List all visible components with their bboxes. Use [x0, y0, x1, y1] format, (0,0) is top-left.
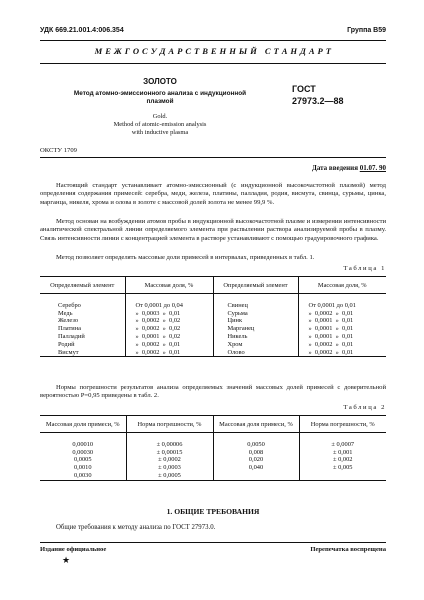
- table2-header-fraction-1: Массовая доля примеси, %: [40, 416, 126, 433]
- table2-cell: 0,0005: [73, 456, 92, 464]
- table1-cell: Серебро: [58, 301, 81, 309]
- gost-label: ГОСТ: [292, 84, 316, 94]
- paragraph-table2-ref: Нормы погрешности результатов анализа определяемых значений массовых долей примесей с доверительной вероятностью P=0,95 приведены в табл. 2.: [40, 384, 386, 400]
- table2-cell: 0,0010: [73, 464, 92, 472]
- table1-cell: » 0,0002 » 0,01: [298, 341, 386, 349]
- table1-header-fraction-1: Массовая доля, %: [125, 277, 213, 294]
- table-row: [40, 456, 386, 464]
- table2-cell: 0,040: [213, 464, 299, 472]
- okstu-rule: [40, 157, 386, 158]
- table2: [40, 415, 386, 481]
- table1-cell: Палладий: [58, 332, 85, 340]
- table-row: [40, 349, 386, 357]
- table2-cell: [299, 472, 386, 480]
- table1-cell: От 0,0001 до 0,01: [298, 302, 386, 310]
- table1-cell: » 0,0002 » 0,02: [125, 325, 213, 333]
- table1-caption: Таблица 1: [343, 265, 386, 272]
- table2-cell: 0,0050: [213, 441, 299, 449]
- table2-cell: ± 0,002: [299, 456, 386, 464]
- table-row: [40, 341, 386, 349]
- okstu-code: ОКСТУ 1709: [40, 147, 77, 154]
- group-code: Группа В59: [347, 27, 386, 34]
- table-row: [40, 325, 386, 333]
- table1-cell: » 0,0001 » 0,02: [125, 333, 213, 341]
- paragraph-principle: Метод основан на возбуждении атомов пробы в индукционной высокочастотной плазме и измерении интенсивности аналитической спектральной линии определяемого элемента при распылении раствора анализируемой пробы в плазму. Связь интенсивности линии с концентрацией элемента в растворе устанавливают с помощью градуировочного графика.: [40, 218, 386, 242]
- date-intro-label: Дата введения: [312, 164, 358, 172]
- table1-cell: » 0,0001 » 0,01: [298, 333, 386, 341]
- table2-cell: ± 0,005: [299, 464, 386, 472]
- table1-header-element-1: Определяемый элемент: [40, 277, 125, 294]
- table1-cell: Платина: [58, 325, 81, 333]
- table2-caption: Таблица 2: [343, 404, 386, 411]
- table1-cell: Медь: [58, 309, 73, 317]
- table2-cell: ± 0,00015: [126, 449, 213, 457]
- date-intro: [312, 164, 386, 172]
- table2-cell: ± 0,0002: [126, 456, 213, 464]
- star-icon: ★: [62, 555, 71, 565]
- title-en-3: with inductive plasma: [131, 129, 189, 136]
- table1-cell: Никель: [213, 333, 298, 341]
- table2-header-fraction-2: Массовая доля примеси, %: [213, 416, 299, 433]
- table-row: [40, 310, 386, 318]
- table2-cell: 0,020: [213, 456, 299, 464]
- header-rule-bottom: [40, 63, 386, 64]
- table2-cell: 0,008: [213, 449, 299, 457]
- table1-cell: » 0,0002 » 0,01: [125, 341, 213, 349]
- table2-cell: ± 0,001: [299, 449, 386, 457]
- table1-cell: От 0,0001 до 0,04: [125, 302, 213, 310]
- table2-cell: [213, 472, 299, 480]
- table1-cell: Родий: [58, 340, 75, 348]
- table2-cell: 0,00010: [72, 440, 94, 448]
- paragraph-table1-ref: Метод позволяет определять массовые доли примесей в интервалах, приведенных в табл. 1.: [56, 254, 315, 261]
- gost-number: 27973.2—88: [292, 96, 344, 106]
- table1-cell: » 0,0002 » 0,01: [298, 310, 386, 318]
- table2-cell: ± 0,0003: [126, 464, 213, 472]
- table1-cell: Марганец: [213, 325, 298, 333]
- section-text: Общие требования к методу анализа по ГОСТ 27973.0.: [56, 524, 216, 531]
- table1-cell: » 0,0003 » 0,01: [125, 310, 213, 318]
- table2-cell: ± 0,0007: [299, 441, 386, 449]
- table-row: [40, 333, 386, 341]
- table-row: [40, 472, 386, 480]
- udk-code: УДК 669.21.001.4:006.354: [40, 27, 124, 34]
- table1-cell: » 0,0002 » 0,01: [298, 349, 386, 357]
- table1-header-row: [40, 277, 386, 294]
- table1-cell: Хром: [213, 341, 298, 349]
- table1-cell: Сурьма: [213, 310, 298, 318]
- table1-cell: Железо: [58, 317, 79, 325]
- table2-cell: ± 0,00006: [126, 441, 213, 449]
- title-en-1: Gold.: [152, 113, 168, 120]
- table1: [40, 276, 386, 357]
- table2-header-error-1: Норма погрешности, %: [126, 416, 213, 433]
- table-row: [40, 302, 386, 310]
- table1-header-fraction-2: Массовая доля, %: [298, 277, 386, 294]
- table-row: [40, 317, 386, 325]
- date-intro-value: 01.07. 90: [359, 164, 386, 172]
- table1-cell: Цинк: [213, 317, 298, 325]
- footer-rule: [40, 542, 386, 543]
- table-row: [40, 441, 386, 449]
- header-rule-top: [40, 40, 386, 41]
- table1-cell: » 0,0001 » 0,01: [298, 317, 386, 325]
- title-en-2: Method of atomic-emission analysis: [113, 121, 207, 128]
- footer-reprint-prohibited: Перепечатка воспрещена: [310, 546, 386, 553]
- table1-cell: » 0,0001 » 0,01: [298, 325, 386, 333]
- table-row: [40, 464, 386, 472]
- section-heading: 1. ОБЩИЕ ТРЕБОВАНИЯ: [166, 507, 260, 516]
- table-row: [40, 449, 386, 457]
- table2-header-row: [40, 416, 386, 433]
- paragraph-scope: Настоящий стандарт устанавливает атомно-эмиссионный (с индукционной высокочастотной плазмой) метод определения содержания примесей: серебра, меди, железа, платины, палладия, родия, висмута, свинца, сурьмы, цинка, марганца, никеля, хрома и олова в золоте с массовой долей золота не менее 99,9 %.: [40, 182, 386, 206]
- table1-header-element-2: Определяемый элемент: [213, 277, 298, 294]
- table2-header-error-2: Норма погрешности, %: [299, 416, 386, 433]
- table1-cell: Свинец: [213, 302, 298, 310]
- table1-cell: » 0,0002 » 0,02: [125, 317, 213, 325]
- table2-cell: ± 0,0005: [126, 472, 213, 480]
- table2-cell: 0,00030: [72, 448, 94, 456]
- table2-cell: 0,0030: [73, 471, 92, 479]
- table1-cell: » 0,0002 » 0,01: [125, 349, 213, 357]
- table1-cell: Висмут: [58, 348, 79, 356]
- standard-banner: М Е Ж Г О С У Д А Р С Т В Е Н Н Ы Й С Т А Н Д А Р Т: [94, 46, 332, 56]
- title-sub-1: Метод атомно-эмиссионного анализа с индукционной: [73, 90, 247, 97]
- title-main: ЗОЛОТО: [143, 77, 177, 86]
- footer-official-edition: Издание официальное: [40, 546, 107, 553]
- table1-cell: Олово: [213, 349, 298, 357]
- title-sub-2: плазмой: [146, 98, 174, 105]
